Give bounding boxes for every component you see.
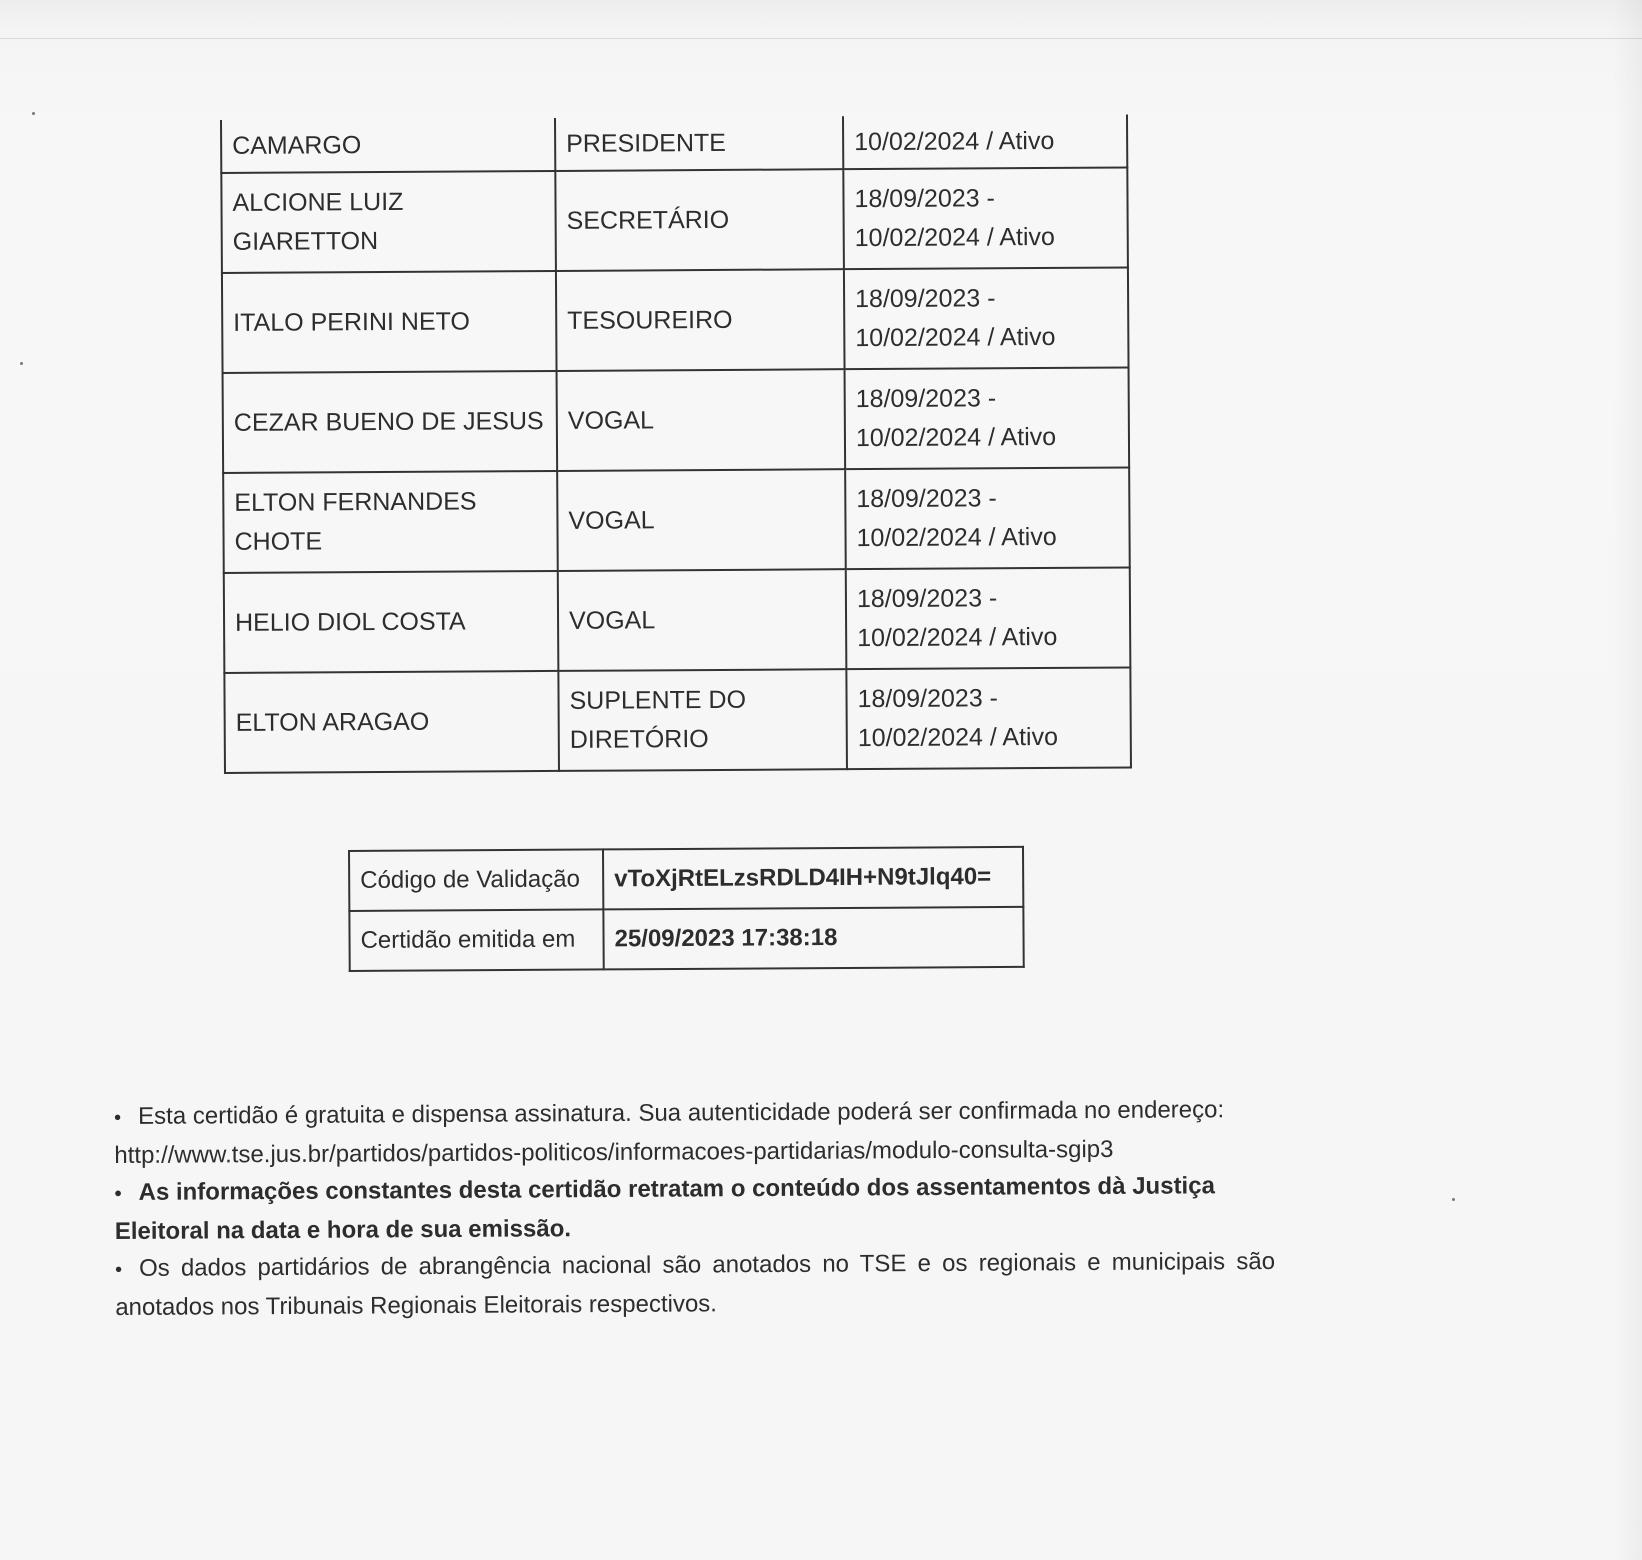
table-row — [221, 114, 1127, 173]
members-table — [220, 114, 1132, 774]
member-period: 18/09/2023 - 10/02/2024 / Ativo — [845, 367, 1130, 469]
note-free-certificate — [114, 1091, 1274, 1174]
page-right-edge — [1612, 0, 1642, 1560]
validation-table — [348, 846, 1025, 972]
member-period: 18/09/2023 - 10/02/2024 / Ativo — [843, 167, 1128, 269]
table-row — [224, 567, 1131, 673]
scan-speck — [1452, 1198, 1455, 1201]
member-role: VOGAL — [557, 469, 846, 571]
note-text: Os dados partidários de abrangência nacional são anotados no TSE e os regionais e municipais são anotados nos Tribunais Regionais Eleitorais respectivos. — [115, 1247, 1276, 1321]
member-period: 18/09/2023 - 10/02/2024 / Ativo — [846, 667, 1131, 769]
member-name: CAMARGO — [221, 118, 555, 173]
member-name: HELIO DIOL COSTA — [224, 571, 559, 673]
member-role: VOGAL — [558, 569, 847, 671]
member-period: 18/09/2023 - 10/02/2024 / Ativo — [845, 467, 1130, 569]
notes-section — [114, 1091, 1275, 1326]
validation-code-value: vToXjRtELzsRDLD4IH+N9tJlq40= — [603, 847, 1023, 910]
note-text: Esta certidão é gratuita e dispensa assinatura. Sua autenticidade poderá ser confirmada no endereço: http://www.tse.jus.br/partidos/partidos-politicos/informacoes-partidarias/modulo-consulta-sgip3 — [114, 1096, 1225, 1169]
table-row — [221, 167, 1128, 273]
member-role: SECRETÁRIO — [555, 169, 844, 271]
table-row — [349, 907, 1023, 971]
member-name: CEZAR BUENO DE JESUS — [223, 371, 558, 473]
member-role: TESOUREIRO — [556, 269, 845, 371]
bullet-icon: • — [114, 1182, 122, 1205]
scan-speck — [32, 112, 35, 115]
member-role: PRESIDENTE — [555, 116, 843, 171]
table-row — [222, 267, 1129, 373]
member-name: ELTON ARAGAO — [224, 671, 559, 773]
scan-speck — [20, 362, 23, 365]
table-row — [349, 847, 1023, 911]
member-name: ITALO PERINI NETO — [222, 271, 557, 373]
issued-date-label: Certidão emitida em — [349, 909, 603, 971]
bullet-icon: • — [114, 1106, 122, 1129]
member-period: 18/09/2023 - 10/02/2024 / Ativo — [844, 267, 1129, 369]
member-period: 10/02/2024 / Ativo — [843, 114, 1127, 169]
note-information-disclaimer — [114, 1167, 1274, 1250]
table-row — [223, 467, 1130, 573]
member-role: VOGAL — [557, 369, 846, 471]
page-top-edge — [0, 38, 1642, 39]
member-role: SUPLENTE DO DIRETÓRIO — [558, 669, 847, 771]
member-period: 18/09/2023 - 10/02/2024 / Ativo — [846, 567, 1131, 669]
validation-code-label: Código de Validação — [349, 849, 603, 911]
member-name: ALCIONE LUIZ GIARETTON — [221, 171, 556, 273]
member-name: ELTON FERNANDES CHOTE — [223, 471, 558, 573]
table-row — [223, 367, 1130, 473]
issued-date-value: 25/09/2023 17:38:18 — [603, 907, 1023, 970]
note-text: As informações constantes desta certidão retratam o conteúdo dos assentamentos dà Justiça Eleitoral na data e hora de sua emissão. — [114, 1172, 1215, 1245]
table-row — [224, 667, 1131, 773]
note-data-scope — [115, 1243, 1275, 1326]
bullet-icon: • — [114, 1258, 123, 1281]
